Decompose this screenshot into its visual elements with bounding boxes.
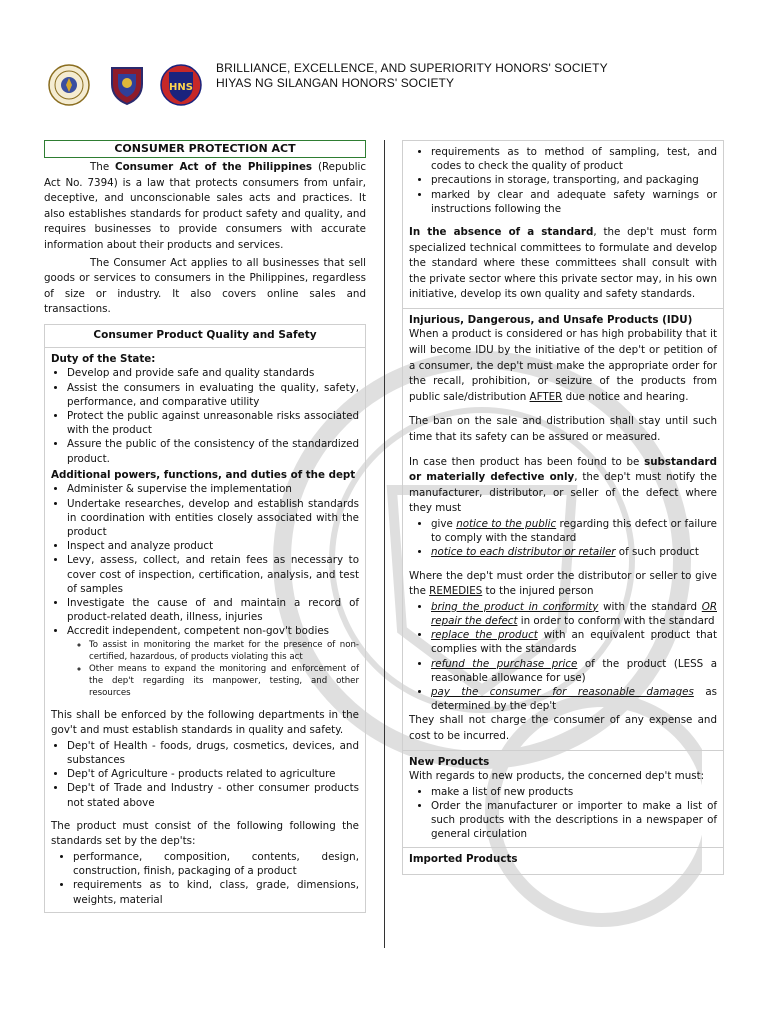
powers-header: Additional powers, functions, and duties of the dept	[51, 468, 356, 481]
idu-header: Injurious, Dangerous, and Unsafe Products (IDU)	[409, 313, 693, 326]
new-products-section	[402, 751, 724, 848]
list-item: • Levy, assess, collect, and retain fees as necessary to cover cost of inspection, certification, analysis, and test of samples	[67, 553, 359, 596]
right-column	[402, 140, 724, 875]
list-item: • Assist the consumers in evaluating the quality, safety, performance, and comparative utility	[67, 381, 359, 409]
list-item: • Order the manufacturer or importer to make a list of such products with the descriptions in a newspaper of general circulation	[431, 799, 717, 842]
idu-paragraph: When a product is considered or has high probability that it will become IDU by the initiative of the dep't or petition of a consumer, the dep't must make the appropriate order for the recall, prohibition, or seizure of the products from public sale/distribution AFTER due notice and hearing.	[409, 328, 717, 403]
list-item: • precautions in storage, transporting, and packaging	[431, 173, 717, 187]
new-products-paragraph: With regards to new products, the concerned dep't must:	[409, 770, 705, 783]
enforced-paragraph: This shall be enforced by the following departments in the gov't and must establish standards in quality and safety.	[51, 708, 359, 737]
sub-list-item: ◦ Other means to expand the monitoring and enforcement of the dep't regarding its manpower, testing, and other resources	[89, 663, 359, 699]
list-item: • notice to each distributor or retailer of such product	[431, 545, 717, 559]
list-item: • make a list of new products	[431, 785, 717, 799]
list-item: • give notice to the public regarding this defect or failure to comply with the standard	[431, 517, 717, 545]
shield-crest-icon	[106, 64, 148, 106]
list-item: • bring the product in conformity with the standard OR repair the defect in order to conform with the standard	[431, 600, 717, 628]
column-divider	[384, 140, 385, 948]
list-item: • Protect the public against unreasonable risks associated with the product	[67, 409, 359, 437]
duty-list	[51, 366, 359, 465]
list-item: • requirements as to method of sampling, test, and codes to check the quality of product	[431, 145, 717, 173]
ban-paragraph: The ban on the sale and distribution shall stay until such time that its safety can be assured or measured.	[409, 415, 717, 444]
new-products-header: New Products	[409, 755, 490, 768]
list-item: • Accredit independent, competent non-gov't bodies ◦ To assist in monitoring the market for the presence of non-certified, hazardous, of products violating this act ◦ Other means to expand the monitoring and enforcement of the dep't regarding its manpower, testing, and other resources	[67, 624, 359, 698]
notice-list	[409, 517, 717, 560]
list-item: • Dep't of Agriculture - products related to agriculture	[67, 767, 359, 781]
list-item: • Undertake researches, develop and establish standards in coordination with entities closely associated with the product	[67, 497, 359, 540]
list-item: • refund the purchase price of the product (LESS a reasonable allowance for use)	[431, 657, 717, 685]
charge-paragraph: They shall not charge the consumer of any expense and cost to be incurred.	[409, 714, 717, 743]
svg-text:HNS: HNS	[169, 82, 193, 93]
product-quality-section	[44, 324, 366, 913]
remedies-list	[409, 600, 717, 714]
intro-paragraph-1: The Consumer Act of the Philippines (Republic Act No. 7394) is a law that protects consumers from unfair, deceptive, and unconscionable sales acts and practices. It also establishes standards for product safety and quality, and requires businesses to provide consumers with accurate information about their products and services.	[44, 161, 366, 251]
idu-section	[402, 309, 724, 751]
duty-header: Duty of the State:	[51, 352, 156, 365]
org-name-line-1: BRILLIANCE, EXCELLENCE, AND SUPERIORITY HONORS' SOCIETY	[216, 61, 608, 75]
left-column	[44, 140, 366, 913]
list-item: • Dep't of Health - foods, drugs, cosmetics, devices, and substances	[67, 739, 359, 767]
substandard-paragraph: In case then product has been found to be substandard or materially defective only, the dep't must notify the manufacturer, distributor, or seller of the defect where they must	[409, 455, 717, 515]
standards-continued-list	[409, 145, 717, 216]
departments-list	[51, 739, 359, 810]
list-item: • Develop and provide safe and quality standards	[67, 366, 359, 380]
sub-list-item: ◦ To assist in monitoring the market for the presence of non-certified, hazardous, of products violating this act	[89, 639, 359, 663]
list-item: • Investigate the cause of and maintain a record of product-related death, illness, injuries	[67, 596, 359, 624]
absence-paragraph: In the absence of a standard, the dep't must form specialized technical committees to formulate and develop the standard where these committees shall consult with the private sector where this private sector may, in his own initiative, develop its own quality and safety standards.	[409, 226, 717, 301]
document-title: CONSUMER PROTECTION ACT	[44, 140, 366, 158]
list-item: • replace the product with an equivalent product that complies with the standards	[431, 628, 717, 656]
org-name-line-2: HIYAS NG SILANGAN HONORS' SOCIETY	[216, 76, 455, 90]
list-item: • performance, composition, contents, design, construction, finish, packaging of a product	[73, 850, 359, 878]
university-seal-icon	[48, 64, 90, 106]
list-item: • requirements as to kind, class, grade, dimensions, weights, material	[73, 878, 359, 906]
list-item: • Assure the public of the consistency of the standardized product.	[67, 437, 359, 465]
imported-products-section	[402, 848, 724, 876]
powers-list	[51, 482, 359, 698]
hns-crest-icon	[160, 64, 202, 106]
remedies-paragraph: Where the dep't must order the distributor or seller to give the REMEDIES to the injured person	[409, 569, 717, 598]
standards-list	[51, 850, 359, 907]
standards-continued-section	[402, 140, 724, 309]
list-item: • Inspect and analyze product	[67, 539, 359, 553]
list-item: • Dep't of Trade and Industry - other consumer products not stated above	[67, 781, 359, 809]
list-item: • pay the consumer for reasonable damages as determined by the dep't	[431, 685, 717, 713]
list-item: • marked by clear and adequate safety warnings or instructions following the	[431, 188, 717, 216]
standards-paragraph: The product must consist of the following following the standards set by the dep'ts:	[51, 819, 359, 848]
list-item: • Administer & supervise the implementation	[67, 482, 359, 496]
document-header	[0, 56, 768, 116]
section-title: Consumer Product Quality and Safety	[45, 325, 365, 348]
new-products-list	[409, 785, 717, 842]
sub-list	[67, 639, 359, 699]
intro-paragraph-2: The Consumer Act applies to all businesses that sell goods or services to consumers in the Philippines, regardless of size or industry. It also covers online sales and transactions.	[44, 256, 366, 316]
imported-products-header: Imported Products	[409, 852, 518, 865]
